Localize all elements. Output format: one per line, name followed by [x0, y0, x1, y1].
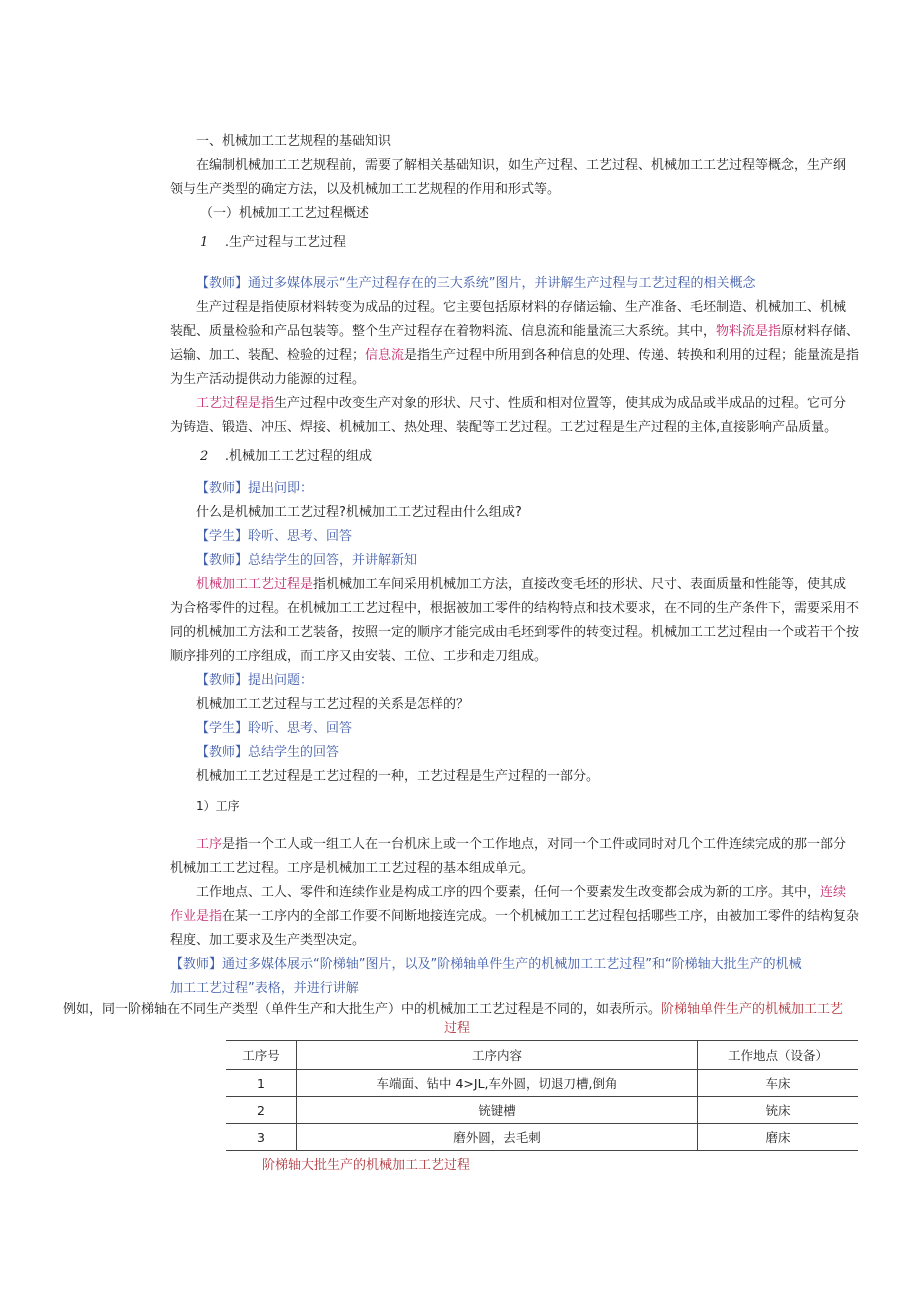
text-run: 运输、加工、装配、检验的过程；: [170, 348, 366, 363]
intro-line-1: 在编制机械加工工艺规程前，需要了解相关基础知识，如生产过程、工艺过程、机械加工工艺过程等概念，生产纲: [196, 158, 847, 173]
example-text: [63, 1001, 843, 1019]
question-1: 什么是机械加工工艺过程?机械加工工艺过程由什么组成?: [196, 505, 522, 520]
subsection-heading: （一）机械加工工艺过程概述: [200, 206, 370, 221]
teacher-note-5: 【教师】总结学生的回答: [196, 745, 340, 760]
paragraph-line: 为生产活动提供动力能源的过程。: [170, 372, 366, 387]
section-heading: 一、机械加工工艺规程的基础知识: [196, 134, 392, 149]
table-cell: 2: [226, 1097, 297, 1124]
table-cell: 车床: [698, 1070, 859, 1097]
paragraph-line: 程度、加工要求及生产类型决定。: [170, 933, 366, 948]
table-cell: 磨外圆，去毛刺: [297, 1124, 698, 1151]
paragraph-line: [170, 908, 859, 926]
item-heading-1: [200, 234, 346, 252]
table-row: [226, 1097, 858, 1124]
teacher-note-1: 【教师】通过多媒体展示“生产过程存在的三大系统”图片，并讲解生产过程与工艺过程的相关概念: [196, 276, 756, 291]
text-run: 工作地点、工人、零件和连续作业是构成工序的四个要素，任何一个要素发生改变都会成为新的工序。其中，: [196, 885, 821, 900]
text-run: 是指一个工人或一组工人在一台机床上或一个工作地点，对同一个工件或同时对几个工件连续完成的那一部分: [222, 837, 847, 852]
paragraph-line: [196, 884, 846, 902]
table-cell: 车端面、钻中 4>JL,车外圆，切退刀槽,倒角: [297, 1070, 698, 1097]
student-note-2: 【学生】聆听、思考、回答: [196, 721, 353, 736]
process-table: [226, 1040, 858, 1151]
question-2: 机械加工工艺过程与工艺过程的关系是怎样的？: [196, 697, 470, 712]
table-header-row: [226, 1041, 858, 1070]
term-highlight: 机械加工工艺过程是: [196, 577, 314, 592]
item-text: .生产过程与工艺过程: [224, 235, 346, 250]
paragraph-line: [196, 395, 846, 413]
intro-line-2: 领与生产类型的确定方法，以及机械加工工艺规程的作用和形式等。: [170, 182, 561, 197]
term-highlight: 信息流: [365, 348, 405, 363]
text-run: 原材料存储、: [781, 324, 860, 339]
text-run: 是指生产过程中所用到各种信息的处理、传递、转换和利用的过程；能量流是指: [404, 348, 860, 363]
paragraph-line: [170, 323, 859, 341]
student-note-1: 【学生】聆听、思考、回答: [196, 529, 353, 544]
paragraph-line: 顺序排列的工序组成，而工序又由安装、工位、工步和走刀组成。: [170, 649, 548, 664]
table-caption-1: 阶梯轴单件生产的机械加工工艺: [661, 1002, 844, 1017]
paragraph-line: 为铸造、锻造、冲压、焊接、机械加工、热处理、装配等工艺过程。工艺过程是生产过程的主体,直接影响产品质量。: [170, 420, 838, 435]
column-header: 工序号: [226, 1041, 297, 1070]
table-cell: 磨床: [698, 1124, 859, 1151]
item-heading-2: [200, 448, 372, 466]
term-highlight: 物料流是指: [716, 324, 782, 339]
teacher-note-2: 【教师】提出问即：: [196, 481, 314, 496]
item-text: .机械加工工艺过程的组成: [224, 449, 372, 464]
table-row: [226, 1124, 858, 1151]
table-cell: 铳床: [698, 1097, 859, 1124]
term-highlight: 工艺过程是指: [196, 396, 275, 411]
table-row: [226, 1070, 858, 1097]
paragraph-line: [196, 576, 846, 594]
table-cell: 3: [226, 1124, 297, 1151]
teacher-note-3: 【教师】总结学生的回答，并讲解新知: [196, 553, 418, 568]
teacher-note-4: 【教师】提出问题：: [196, 673, 314, 688]
term-highlight: 连续: [820, 885, 847, 900]
paragraph-line: [170, 347, 859, 365]
item-number: 2: [200, 449, 209, 464]
paragraph-line: 同的机械加工方法和工艺装备，按照一定的顺序才能完成由毛坯到零件的转变过程。机械加工工艺过程由一个或若干个按: [170, 625, 860, 640]
paragraph-line: 机械加工工艺过程。工序是机械加工工艺过程的基本组成单元。: [170, 861, 535, 876]
subsection-heading-2: 1）工序: [196, 799, 240, 813]
text-run: 例如，同一阶梯轴在不同生产类型（单件生产和大批生产）中的机械加工工艺过程是不同的，如表所示。: [63, 1002, 662, 1017]
text-run: 指机械加工车间采用机械加工方法，直接改变毛坯的形状、尺寸、表面质量和性能等，使其成: [313, 577, 847, 592]
text-run: 装配、质量检验和产品包装等。整个生产过程存在着物料流、信息流和能量流三大系统。其中，: [170, 324, 717, 339]
paragraph-line: 为合格零件的过程。在机械加工工艺过程中，根据被加工零件的结构特点和技术要求，在不同的生产条件下，需要采用不: [170, 601, 860, 616]
table-cell: 1: [226, 1070, 297, 1097]
table-caption-1-cont: 过程: [444, 1021, 471, 1036]
paragraph-line: 生产过程是指使原材料转变为成品的过程。它主要包括原材料的存储运输、生产准备、毛坯制造、机械加工、机械: [196, 300, 847, 315]
item-number: 1: [200, 235, 209, 250]
paragraph-line: [196, 836, 846, 854]
text-run: 生产过程中改变生产对象的形状、尺寸、性质和相对位置等，使其成为成品或半成品的过程。它可分: [274, 396, 847, 411]
answer-2: 机械加工工艺过程是工艺过程的一种，工艺过程是生产过程的一部分。: [196, 769, 600, 784]
term-highlight: 工序: [196, 837, 223, 852]
column-header: 工作地点（设备）: [698, 1041, 859, 1070]
table-cell: 铳键槽: [297, 1097, 698, 1124]
text-run: 在某一工序内的全部工作要不间断地接连完成。一个机械加工工艺过程包括哪些工序，由被加工零件的结构复杂: [222, 909, 860, 924]
teacher-note-6-cont: 加工工艺过程”表格，并进行讲解: [170, 981, 359, 996]
column-header: 工序内容: [297, 1041, 698, 1070]
term-highlight: 作业是指: [170, 909, 223, 924]
table-caption-2: 阶梯轴大批生产的机械加工工艺过程: [262, 1158, 471, 1173]
teacher-note-6: 【教师】通过多媒体展示“阶梯轴”图片，以及”阶梯轴单件生产的机械加工工艺过程”和“阶梯轴大批生产的机械: [170, 957, 802, 972]
